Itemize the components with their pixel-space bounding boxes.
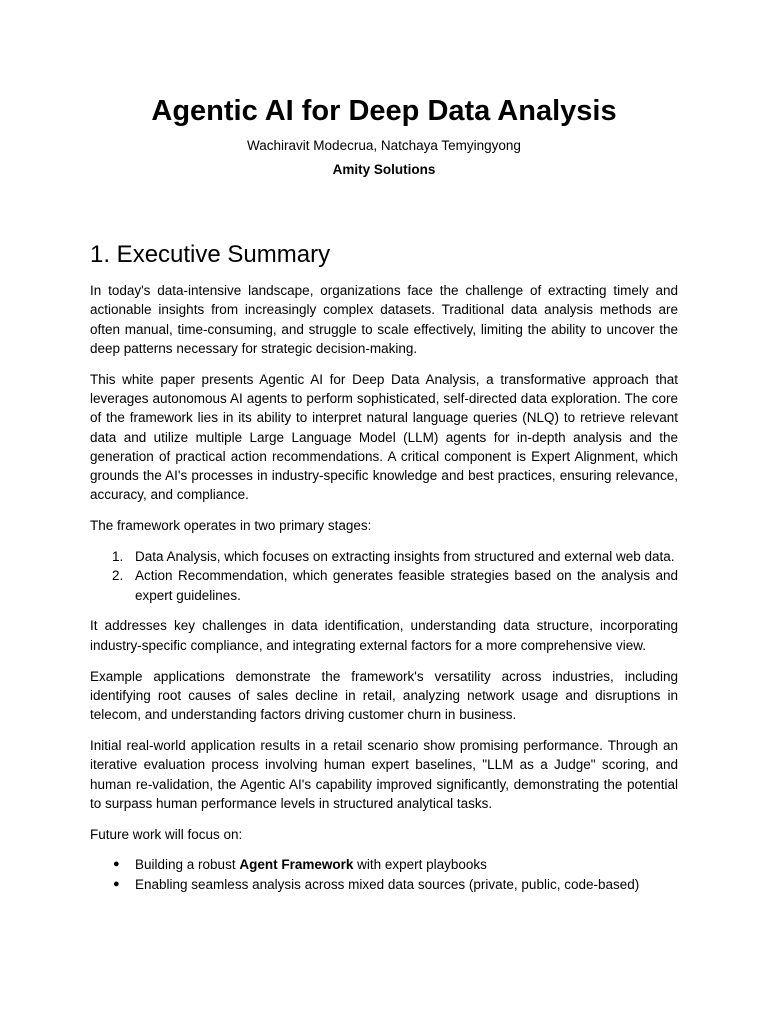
section-heading: 1. Executive Summary <box>90 241 331 268</box>
section-body <box>90 281 678 906</box>
list-item-text: Data Analysis, which focuses on extracting insights from structured and external web data. <box>135 549 675 565</box>
affiliation: Amity Solutions <box>332 162 436 177</box>
list-item-text-after: with expert playbooks <box>353 857 487 873</box>
paragraph: Example applications demonstrate the framework's versatility across industries, including identifying root causes of sales decline in retail, analyzing network usage and disruptions in telecom, and understanding factors driving customer churn in business. <box>90 668 678 723</box>
list-item-text: Enabling seamless analysis across mixed data sources (private, public, code-based) <box>135 876 640 892</box>
list-item <box>90 566 678 605</box>
list-marker: 1. <box>112 549 124 565</box>
list-marker: 2. <box>112 568 124 584</box>
bullet-icon: ● <box>113 877 120 890</box>
paragraph: Initial real-world application results in a retail scenario show promising performance. Through an iterative evaluation process involving human expert baselines, "LLM as a Judge" scoring, and human re-validation, the Agentic AI's capability improved significantly, demonstrating the potential to surpass human performance levels in structured analytical tasks. <box>90 737 678 811</box>
list-item <box>90 875 678 894</box>
list-item-text: Action Recommendation, which generates feasible strategies based on the analysis and expert guidelines. <box>135 568 678 603</box>
paragraph: This white paper presents Agentic AI for Deep Data Analysis, a transformative approach that leverages autonomous AI agents to perform sophisticated, self-directed data exploration. The core of the framework lies in its ability to interpret natural language queries (NLQ) to retrieve relevant data and utilize multiple Large Language Model (LLM) agents for in-depth analysis and the generation of practical action recommendations. A critical component is Expert Alignment, which grounds the AI's processes in industry-specific knowledge and best practices, ensuring relevance, accuracy, and compliance. <box>90 371 678 503</box>
list-item <box>90 547 678 566</box>
paragraph: It addresses key challenges in data identification, understanding data structure, incorporating industry-specific compliance, and integrating external factors for a more comprehensive view. <box>90 618 678 653</box>
paragraph: Future work will focus on: <box>90 826 243 842</box>
list-item-text-before: Building a robust <box>135 857 240 873</box>
paper-title: Agentic AI for Deep Data Analysis <box>151 95 617 127</box>
list-item-bold: Agent Framework <box>239 857 354 873</box>
authors: Wachiravit Modecrua, Natchaya Temyingyong <box>247 138 521 153</box>
list-item <box>90 855 678 874</box>
bullet-icon: ● <box>113 858 120 871</box>
paragraph: The framework operates in two primary stages: <box>90 518 372 534</box>
stages-list <box>90 547 678 605</box>
paragraph: In today's data-intensive landscape, organizations face the challenge of extracting timely and actionable insights from increasingly complex datasets. Traditional data analysis methods are often manual, time-consuming, and struggle to scale effectively, limiting the ability to uncover the deep patterns necessary for strategic decision-making. <box>90 283 678 356</box>
future-work-list <box>90 855 678 894</box>
